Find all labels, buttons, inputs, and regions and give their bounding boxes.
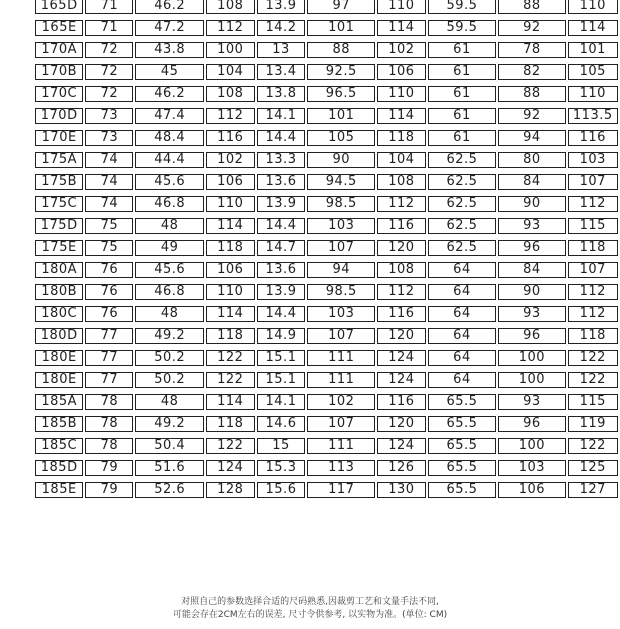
measurement-cell: 105 [568,64,618,80]
measurement-cell: 65.5 [428,438,497,454]
measurement-cell: 64 [428,306,497,322]
measurement-cell: 117 [307,482,375,498]
measurement-cell: 77 [85,350,133,366]
measurement-cell: 84 [498,262,565,278]
measurement-cell: 118 [568,328,618,344]
measurement-cell: 61 [428,130,497,146]
measurement-cell: 114 [377,20,426,36]
measurement-cell: 45 [135,64,204,80]
measurement-cell: 51.6 [135,460,204,476]
measurement-cell: 125 [568,460,618,476]
measurement-cell: 118 [206,240,255,256]
measurement-cell: 61 [428,108,497,124]
measurement-cell: 98.5 [307,284,375,300]
table-row [35,394,618,410]
measurement-cell: 120 [377,328,426,344]
measurement-cell: 96 [498,328,565,344]
size-code-cell: 180A [35,262,83,278]
measurement-cell: 79 [85,460,133,476]
measurement-cell: 122 [206,350,255,366]
table-row [35,284,618,300]
measurement-cell: 110 [377,86,426,102]
measurement-cell: 122 [568,350,618,366]
measurement-cell: 72 [85,64,133,80]
measurement-cell: 100 [498,438,565,454]
size-code-cell: 165D [35,0,83,14]
measurement-cell: 110 [377,0,426,14]
measurement-cell: 101 [307,20,375,36]
table-row [35,108,618,124]
measurement-cell: 103 [307,218,375,234]
measurement-cell: 90 [307,152,375,168]
measurement-cell: 100 [498,350,565,366]
measurement-cell: 127 [568,482,618,498]
measurement-cell: 75 [85,218,133,234]
measurement-cell: 107 [307,240,375,256]
measurement-cell: 61 [428,64,497,80]
measurement-cell: 78 [85,416,133,432]
measurement-cell: 107 [307,328,375,344]
measurement-cell: 92 [498,108,565,124]
measurement-cell: 93 [498,306,565,322]
measurement-cell: 119 [568,416,618,432]
measurement-cell: 88 [307,42,375,58]
measurement-cell: 94.5 [307,174,375,190]
measurement-cell: 102 [206,152,255,168]
measurement-cell: 122 [568,438,618,454]
size-code-cell: 180E [35,372,83,388]
size-code-cell: 170B [35,64,83,80]
measurement-cell: 106 [206,174,255,190]
table-row [35,86,618,102]
measurement-cell: 64 [428,350,497,366]
size-code-cell: 175E [35,240,83,256]
size-code-cell: 180E [35,350,83,366]
measurement-cell: 114 [206,306,255,322]
measurement-cell: 65.5 [428,416,497,432]
measurement-cell: 90 [498,284,565,300]
measurement-cell: 106 [498,482,565,498]
measurement-cell: 13.3 [257,152,306,168]
measurement-cell: 126 [377,460,426,476]
table-row [35,328,618,344]
measurement-cell: 73 [85,130,133,146]
measurement-cell: 128 [206,482,255,498]
measurement-cell: 96 [498,416,565,432]
size-code-cell: 165E [35,20,83,36]
measurement-cell: 61 [428,86,497,102]
measurement-cell: 64 [428,372,497,388]
measurement-cell: 13.6 [257,174,306,190]
measurement-cell: 13.9 [257,196,306,212]
table-row [35,64,618,80]
measurement-cell: 72 [85,86,133,102]
measurement-cell: 112 [568,196,618,212]
size-chart-body [35,0,618,498]
measurement-cell: 59.5 [428,0,497,14]
measurement-cell: 115 [568,394,618,410]
measurement-cell: 94 [307,262,375,278]
measurement-cell: 50.4 [135,438,204,454]
measurement-cell: 74 [85,196,133,212]
measurement-cell: 46.2 [135,86,204,102]
measurement-cell: 49 [135,240,204,256]
measurement-cell: 114 [206,218,255,234]
measurement-cell: 84 [498,174,565,190]
measurement-cell: 64 [428,328,497,344]
measurement-cell: 112 [568,306,618,322]
measurement-cell: 15.1 [257,350,306,366]
size-code-cell: 170C [35,86,83,102]
measurement-cell: 45.6 [135,174,204,190]
measurement-cell: 124 [377,372,426,388]
measurement-cell: 62.5 [428,218,497,234]
measurement-cell: 15.1 [257,372,306,388]
measurement-cell: 118 [377,130,426,146]
measurement-cell: 118 [206,328,255,344]
measurement-cell: 114 [206,394,255,410]
measurement-cell: 116 [377,306,426,322]
measurement-cell: 13 [257,42,306,58]
measurement-cell: 106 [377,64,426,80]
measurement-cell: 64 [428,284,497,300]
measurement-cell: 114 [377,108,426,124]
measurement-cell: 71 [85,20,133,36]
measurement-cell: 62.5 [428,152,497,168]
measurement-cell: 47.4 [135,108,204,124]
measurement-cell: 88 [498,86,565,102]
measurement-cell: 116 [377,218,426,234]
measurement-cell: 14.9 [257,328,306,344]
size-code-cell: 170D [35,108,83,124]
measurement-cell: 103 [568,152,618,168]
measurement-cell: 14.6 [257,416,306,432]
measurement-cell: 73 [85,108,133,124]
measurement-cell: 64 [428,262,497,278]
measurement-cell: 106 [206,262,255,278]
measurement-cell: 96 [498,240,565,256]
size-code-cell: 170E [35,130,83,146]
measurement-cell: 116 [377,394,426,410]
measurement-cell: 96.5 [307,86,375,102]
measurement-cell: 120 [377,240,426,256]
measurement-cell: 78 [85,438,133,454]
size-code-cell: 185D [35,460,83,476]
table-row [35,218,618,234]
measurement-cell: 103 [498,460,565,476]
measurement-cell: 112 [377,284,426,300]
measurement-cell: 77 [85,372,133,388]
measurement-cell: 14.4 [257,218,306,234]
measurement-cell: 110 [206,196,255,212]
size-code-cell: 175D [35,218,83,234]
measurement-cell: 46.8 [135,284,204,300]
measurement-cell: 104 [206,64,255,80]
measurement-cell: 118 [568,240,618,256]
measurement-cell: 113.5 [568,108,618,124]
measurement-cell: 124 [377,350,426,366]
table-row [35,262,618,278]
measurement-cell: 74 [85,152,133,168]
measurement-cell: 102 [307,394,375,410]
measurement-cell: 116 [568,130,618,146]
measurement-cell: 122 [206,438,255,454]
measurement-cell: 78 [498,42,565,58]
measurement-cell: 48.4 [135,130,204,146]
measurement-cell: 114 [568,20,618,36]
measurement-cell: 111 [307,350,375,366]
measurement-cell: 82 [498,64,565,80]
measurement-cell: 50.2 [135,350,204,366]
measurement-cell: 74 [85,174,133,190]
measurement-cell: 65.5 [428,482,497,498]
measurement-cell: 105 [307,130,375,146]
measurement-cell: 46.8 [135,196,204,212]
size-code-cell: 175A [35,152,83,168]
measurement-cell: 111 [307,438,375,454]
measurement-cell: 62.5 [428,196,497,212]
measurement-cell: 108 [206,86,255,102]
measurement-cell: 100 [498,372,565,388]
measurement-cell: 100 [206,42,255,58]
measurement-cell: 14.4 [257,130,306,146]
measurement-cell: 13.9 [257,0,306,14]
table-row [35,20,618,36]
measurement-cell: 111 [307,372,375,388]
measurement-cell: 77 [85,328,133,344]
measurement-cell: 92 [498,20,565,36]
measurement-cell: 122 [206,372,255,388]
measurement-cell: 48 [135,306,204,322]
table-row [35,306,618,322]
measurement-cell: 118 [206,416,255,432]
table-row [35,372,618,388]
measurement-cell: 93 [498,394,565,410]
measurement-cell: 112 [377,196,426,212]
measurement-cell: 116 [206,130,255,146]
measurement-cell: 78 [85,394,133,410]
measurement-cell: 108 [206,0,255,14]
measurement-cell: 49.2 [135,416,204,432]
measurement-cell: 50.2 [135,372,204,388]
size-chart-table [33,0,620,504]
table-row [35,416,618,432]
measurement-cell: 46.2 [135,0,204,14]
measurement-cell: 108 [377,174,426,190]
measurement-cell: 107 [568,262,618,278]
table-row [35,130,618,146]
measurement-cell: 76 [85,262,133,278]
measurement-cell: 110 [568,86,618,102]
measurement-cell: 102 [377,42,426,58]
measurement-cell: 110 [568,0,618,14]
table-row [35,152,618,168]
measurement-cell: 52.6 [135,482,204,498]
measurement-cell: 88 [498,0,565,14]
size-note-line-1: 对照自己的参数选择合适的尺码熟悉,因裁剪工艺和文量手法不同, [181,597,439,607]
measurement-cell: 97 [307,0,375,14]
measurement-cell: 110 [206,284,255,300]
measurement-cell: 108 [377,262,426,278]
size-note-line-2: 可能会存在2CM左右的误差, 尺寸令供参考, 以实物为准。(单位: CM) [172,610,448,620]
measurement-cell: 49.2 [135,328,204,344]
size-code-cell: 180D [35,328,83,344]
measurement-cell: 94 [498,130,565,146]
measurement-cell: 14.1 [257,394,306,410]
measurement-cell: 90 [498,196,565,212]
size-code-cell: 175B [35,174,83,190]
measurement-cell: 124 [377,438,426,454]
measurement-cell: 98.5 [307,196,375,212]
measurement-cell: 103 [307,306,375,322]
measurement-cell: 62.5 [428,174,497,190]
measurement-cell: 13.6 [257,262,306,278]
measurement-cell: 65.5 [428,460,497,476]
measurement-cell: 13.8 [257,86,306,102]
measurement-cell: 59.5 [428,20,497,36]
measurement-cell: 112 [206,20,255,36]
measurement-cell: 92.5 [307,64,375,80]
measurement-cell: 43.8 [135,42,204,58]
table-row [35,240,618,256]
measurement-cell: 48 [135,394,204,410]
measurement-cell: 76 [85,284,133,300]
measurement-cell: 44.4 [135,152,204,168]
table-row [35,42,618,58]
size-code-cell: 185C [35,438,83,454]
measurement-cell: 48 [135,218,204,234]
measurement-cell: 47.2 [135,20,204,36]
table-row [35,174,618,190]
measurement-cell: 13.9 [257,284,306,300]
measurement-cell: 62.5 [428,240,497,256]
measurement-cell: 130 [377,482,426,498]
table-row [35,460,618,476]
measurement-cell: 112 [206,108,255,124]
measurement-cell: 14.1 [257,108,306,124]
table-row [35,196,618,212]
size-code-cell: 175C [35,196,83,212]
measurement-cell: 93 [498,218,565,234]
measurement-cell: 107 [307,416,375,432]
size-code-cell: 185A [35,394,83,410]
measurement-cell: 80 [498,152,565,168]
measurement-cell: 13.4 [257,64,306,80]
table-row [35,438,618,454]
measurement-cell: 15.3 [257,460,306,476]
measurement-cell: 45.6 [135,262,204,278]
measurement-cell: 101 [568,42,618,58]
size-code-cell: 185B [35,416,83,432]
measurement-cell: 15.6 [257,482,306,498]
measurement-cell: 61 [428,42,497,58]
measurement-cell: 104 [377,152,426,168]
size-code-cell: 180B [35,284,83,300]
table-row [35,482,618,498]
measurement-cell: 75 [85,240,133,256]
measurement-cell: 72 [85,42,133,58]
measurement-cell: 79 [85,482,133,498]
measurement-cell: 14.4 [257,306,306,322]
measurement-cell: 14.2 [257,20,306,36]
measurement-cell: 115 [568,218,618,234]
measurement-cell: 107 [568,174,618,190]
measurement-cell: 112 [568,284,618,300]
size-code-cell: 180C [35,306,83,322]
measurement-cell: 65.5 [428,394,497,410]
measurement-cell: 124 [206,460,255,476]
measurement-cell: 122 [568,372,618,388]
measurement-cell: 101 [307,108,375,124]
measurement-cell: 14.7 [257,240,306,256]
measurement-cell: 71 [85,0,133,14]
size-code-cell: 170A [35,42,83,58]
measurement-cell: 120 [377,416,426,432]
measurement-cell: 76 [85,306,133,322]
measurement-cell: 15 [257,438,306,454]
table-row [35,350,618,366]
measurement-cell: 113 [307,460,375,476]
table-row [35,0,618,14]
size-code-cell: 185E [35,482,83,498]
